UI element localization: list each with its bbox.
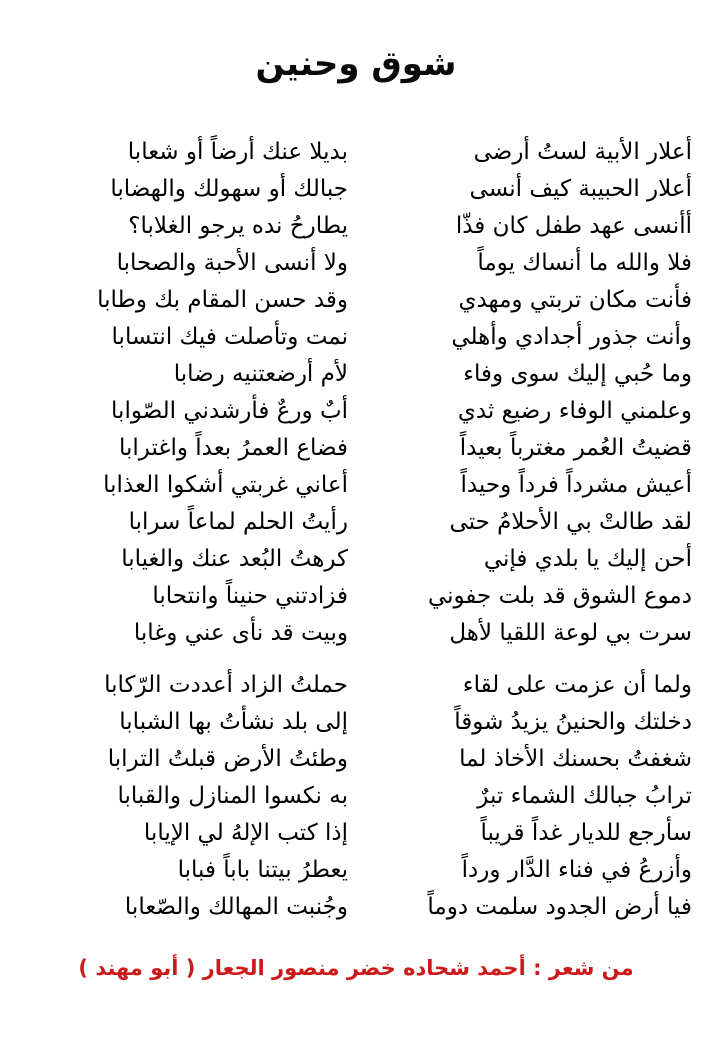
verse-row (8, 393, 692, 430)
stanza (8, 134, 692, 652)
second-hemistich: نمت وتأصلت فيك انتسابا (111, 324, 348, 350)
second-hemistich: إذا كتب الإلهُ لي الإيابا (143, 820, 348, 846)
poem (0, 134, 712, 926)
first-hemistich: أحن إليك يا بلدي فإني (483, 546, 692, 572)
first-hemistich: سأرجع للديار غداً قريباً (480, 820, 692, 846)
verse-row (8, 208, 692, 245)
second-hemistich: حملتُ الزاد أعددت الرّكابا (104, 672, 348, 698)
second-hemistich: وبيت قد نأى عني وغابا (133, 620, 348, 646)
verse-row (8, 356, 692, 393)
verse-row (8, 889, 692, 926)
first-hemistich: أأنسى عهد طفل كان فذّا (455, 213, 692, 239)
verse-row (8, 815, 692, 852)
second-hemistich: فضاع العمرُ بعداً واغترابا (118, 435, 348, 461)
verse-row (8, 467, 692, 504)
verse-row (8, 578, 692, 615)
poem-title: شوق وحنين (255, 44, 457, 84)
second-hemistich: أبٌ ورعٌ فأرشدني الصّوابا (111, 398, 348, 424)
first-hemistich: فأنت مكان تربتي ومهدي (458, 287, 692, 313)
stanza (8, 667, 692, 926)
first-hemistich: وأزرعُ في فناء الدَّار ورداً (461, 857, 692, 883)
first-hemistich: سرت بي لوعة اللقيا لأهل (449, 620, 692, 646)
verse-row (8, 319, 692, 356)
verse-row (8, 134, 692, 171)
verse-row (8, 541, 692, 578)
first-hemistich: أعلار الحبيبة كيف أنسى (469, 176, 692, 202)
second-hemistich: وطئتُ الأرض قبلتُ الترابا (107, 746, 348, 772)
first-hemistich: وعلمني الوفاء رضيع ثدي (457, 398, 692, 424)
first-hemistich: فيا أرض الجدود سلمت دوماً (427, 894, 692, 920)
first-hemistich: وما حُبي إليك سوى وفاء (463, 361, 692, 387)
first-hemistich: دخلتك والحنينُ يزيدُ شوقاً (454, 709, 692, 735)
second-hemistich: وقد حسن المقام بك وطابا (97, 287, 348, 313)
second-hemistich: وجُنبت المهالك والصّعابا (124, 894, 348, 920)
second-hemistich: رأيتُ الحلم لماعاً سرابا (128, 509, 348, 535)
first-hemistich: لقد طالتْ بي الأحلامُ حتى (449, 509, 692, 535)
verse-row (8, 282, 692, 319)
second-hemistich: به نكسوا المنازل والقبابا (117, 783, 348, 809)
second-hemistich: بديلا عنك أرضاً أو شعابا (127, 139, 348, 165)
second-hemistich: لأم أرضعتنيه رضابا (173, 361, 348, 387)
second-hemistich: أعاني غربتي أشكوا العذابا (103, 472, 348, 498)
verse-row (8, 667, 692, 704)
verse-row (8, 741, 692, 778)
first-hemistich: وأنت جذور أجدادي وأهلي (451, 324, 692, 350)
verse-row (8, 504, 692, 541)
second-hemistich: فزادتني حنيناً وانتحابا (152, 583, 348, 609)
verse-row (8, 430, 692, 467)
first-hemistich: فلا والله ما أنساك يوماً (477, 250, 692, 276)
second-hemistich: يعطرُ بيتنا باباً فبابا (177, 857, 348, 883)
second-hemistich: جبالك أو سهولك والهضابا (110, 176, 348, 202)
verse-row (8, 704, 692, 741)
verse-row (8, 245, 692, 282)
first-hemistich: ولما أن عزمت على لقاء (462, 672, 692, 698)
second-hemistich: يطارحُ نده يرجو الغلابا؟ (128, 213, 348, 239)
second-hemistich: كرهتُ البُعد عنك والغيابا (121, 546, 348, 572)
second-hemistich: ولا أنسى الأحبة والصحابا (116, 250, 348, 276)
verse-row (8, 778, 692, 815)
first-hemistich: أعيش مشرداً فرداً وحيداً (460, 472, 692, 498)
verse-row (8, 852, 692, 889)
first-hemistich: قضيتُ العُمر مغترباً بعيداً (459, 435, 692, 461)
poet-attribution: من شعر : أحمد شحاده خضر منصور الجعار ( أبو مهند ) (78, 956, 634, 980)
second-hemistich: إلى بلد نشأتُ بها الشبابا (119, 709, 348, 735)
first-hemistich: أعلار الأبية لستُ أرضى (473, 139, 692, 165)
verse-row (8, 171, 692, 208)
verse-row (8, 615, 692, 652)
first-hemistich: شغفتُ بحسنك الأخاذ لما (459, 746, 692, 772)
first-hemistich: دموع الشوق قد بلت جفوني (427, 583, 692, 609)
first-hemistich: ترابُ جبالك الشماء تبرٌ (477, 783, 692, 809)
